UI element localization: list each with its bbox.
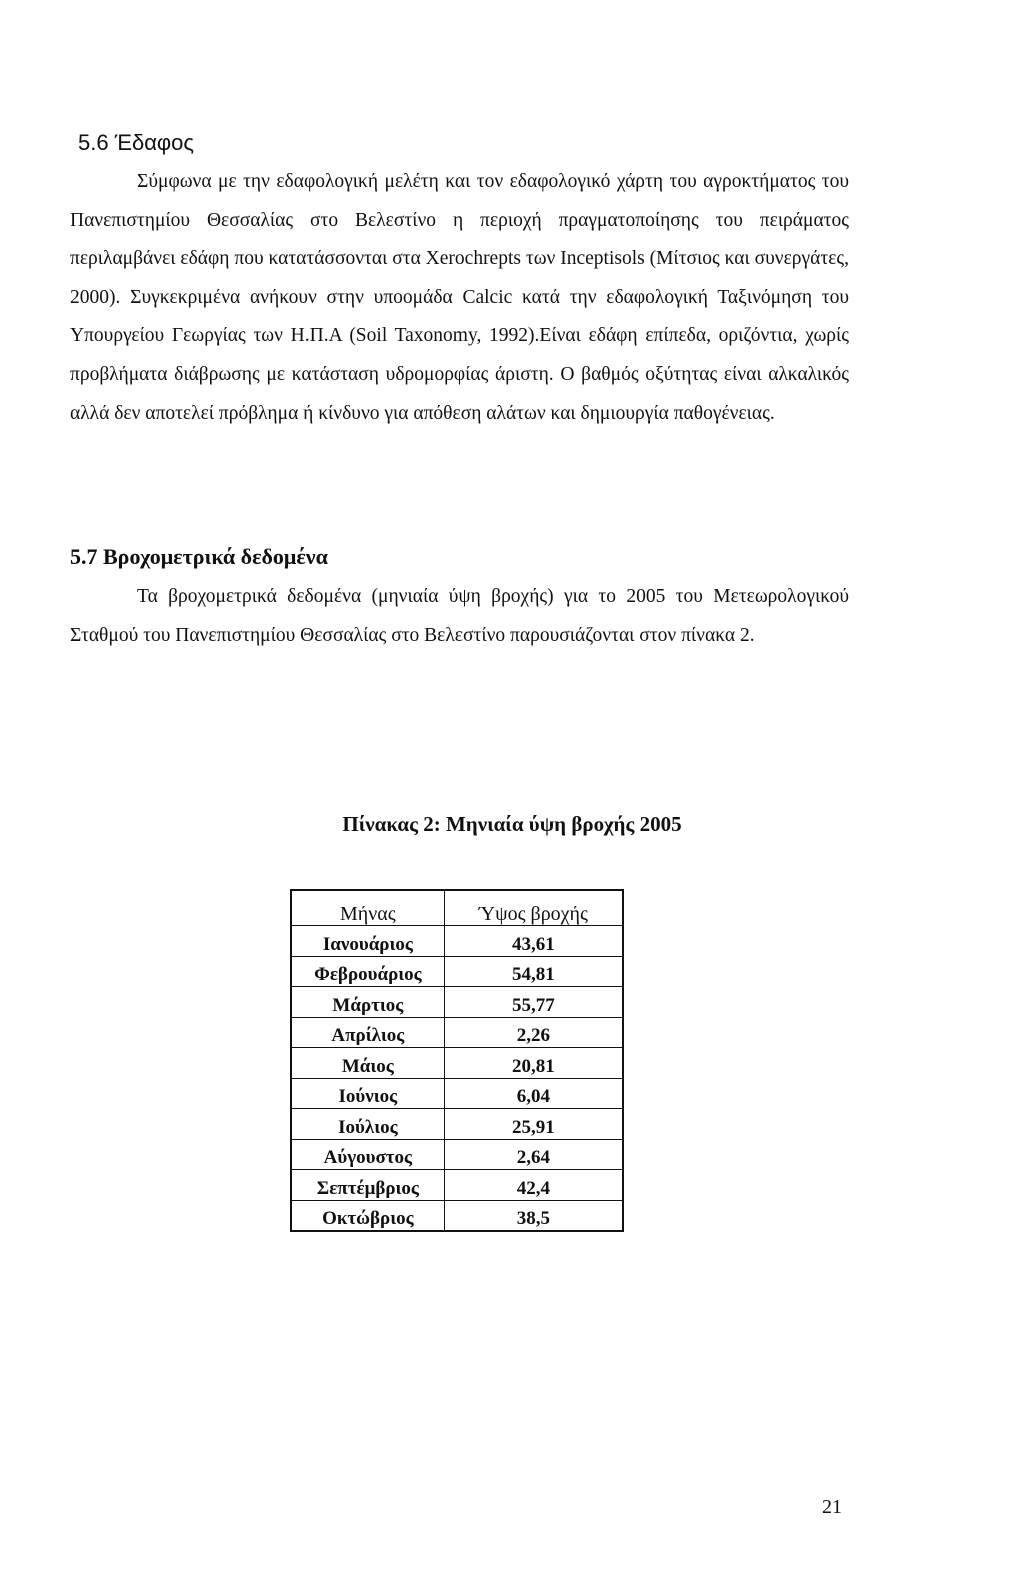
month-cell: Οκτώβριος — [291, 1200, 444, 1231]
table-row — [291, 987, 623, 1018]
month-cell: Ιούλιος — [291, 1109, 444, 1140]
rainfall-paragraph — [70, 578, 849, 655]
table-row — [291, 956, 623, 987]
table-caption: Πίνακας 2: Μηνιαία ύψη βροχής 2005 — [342, 812, 682, 836]
table-row — [291, 1078, 623, 1109]
header-rainfall: Ύψος βροχής — [444, 890, 623, 926]
table-row — [291, 1170, 623, 1201]
rainfall-cell: 6,04 — [444, 1078, 623, 1109]
rainfall-cell: 43,61 — [444, 926, 623, 957]
rainfall-cell: 55,77 — [444, 987, 623, 1018]
month-cell: Φεβρουάριος — [291, 956, 444, 987]
soil-paragraph-text: Σύμφωνα με την εδαφολογική μελέτη και τον εδαφολογικό χάρτη του αγροκτήματος του Πανεπιστημίου Θεσσαλίας στο Βελεστίνο η περιοχή πραγματοποίησης του πειράματος περιλαμβάνει εδάφη που κατατάσσονται στα Xerochrepts των Inceptisols (Μίτσιος και συνεργάτες, 2000). Συγκεκριμένα ανήκουν στην υποομάδα Calcic κατά την εδαφολογική Ταξινόμηση του Υπουργείου Γεωργίας των Η.Π.Α (Soil Taxonomy, 1992).Είναι εδάφη επίπεδα, οριζόντια, χωρίς προβλήματα διάβρωσης με κατάσταση υδρομορφίας άριστη. Ο βαθμός οξύτητας είναι αλκαλικός αλλά δεν αποτελεί πρόβλημα ή κίνδυνο για απόθεση αλάτων και δημιουργία παθογένειας. — [70, 171, 849, 424]
table-row — [291, 1048, 623, 1079]
section-5-6-heading: 5.6 Έδαφος — [78, 130, 195, 155]
rainfall-cell: 38,5 — [444, 1200, 623, 1231]
rainfall-paragraph-text: Τα βροχομετρικά δεδομένα (μηνιαία ύψη βροχής) για το 2005 του Μετεωρολογικού Σταθμού του Πανεπιστημίου Θεσσαλίας στο Βελεστίνο παρουσιάζονται στον πίνακα 2. — [70, 586, 849, 646]
header-month: Μήνας — [291, 890, 444, 926]
rainfall-cell: 20,81 — [444, 1048, 623, 1079]
section-5-7-heading: 5.7 Βροχομετρικά δεδομένα — [70, 544, 328, 569]
month-cell: Ιανουάριος — [291, 926, 444, 957]
month-cell: Μάρτιος — [291, 987, 444, 1018]
table-row — [291, 1017, 623, 1048]
table-row — [291, 1109, 623, 1140]
table-row — [291, 1200, 623, 1231]
month-cell: Μάιος — [291, 1048, 444, 1079]
table-row — [291, 1139, 623, 1170]
month-cell: Αύγουστος — [291, 1139, 444, 1170]
rainfall-cell: 2,26 — [444, 1017, 623, 1048]
rainfall-table — [290, 889, 624, 1232]
table-header-row — [291, 890, 623, 926]
rainfall-cell: 2,64 — [444, 1139, 623, 1170]
rainfall-cell: 54,81 — [444, 956, 623, 987]
month-cell: Ιούνιος — [291, 1078, 444, 1109]
month-cell: Απρίλιος — [291, 1017, 444, 1048]
rainfall-cell: 25,91 — [444, 1109, 623, 1140]
table-row — [291, 926, 623, 957]
rainfall-cell: 42,4 — [444, 1170, 623, 1201]
page-number: 21 — [822, 1496, 842, 1518]
soil-paragraph — [70, 163, 849, 433]
month-cell: Σεπτέμβριος — [291, 1170, 444, 1201]
